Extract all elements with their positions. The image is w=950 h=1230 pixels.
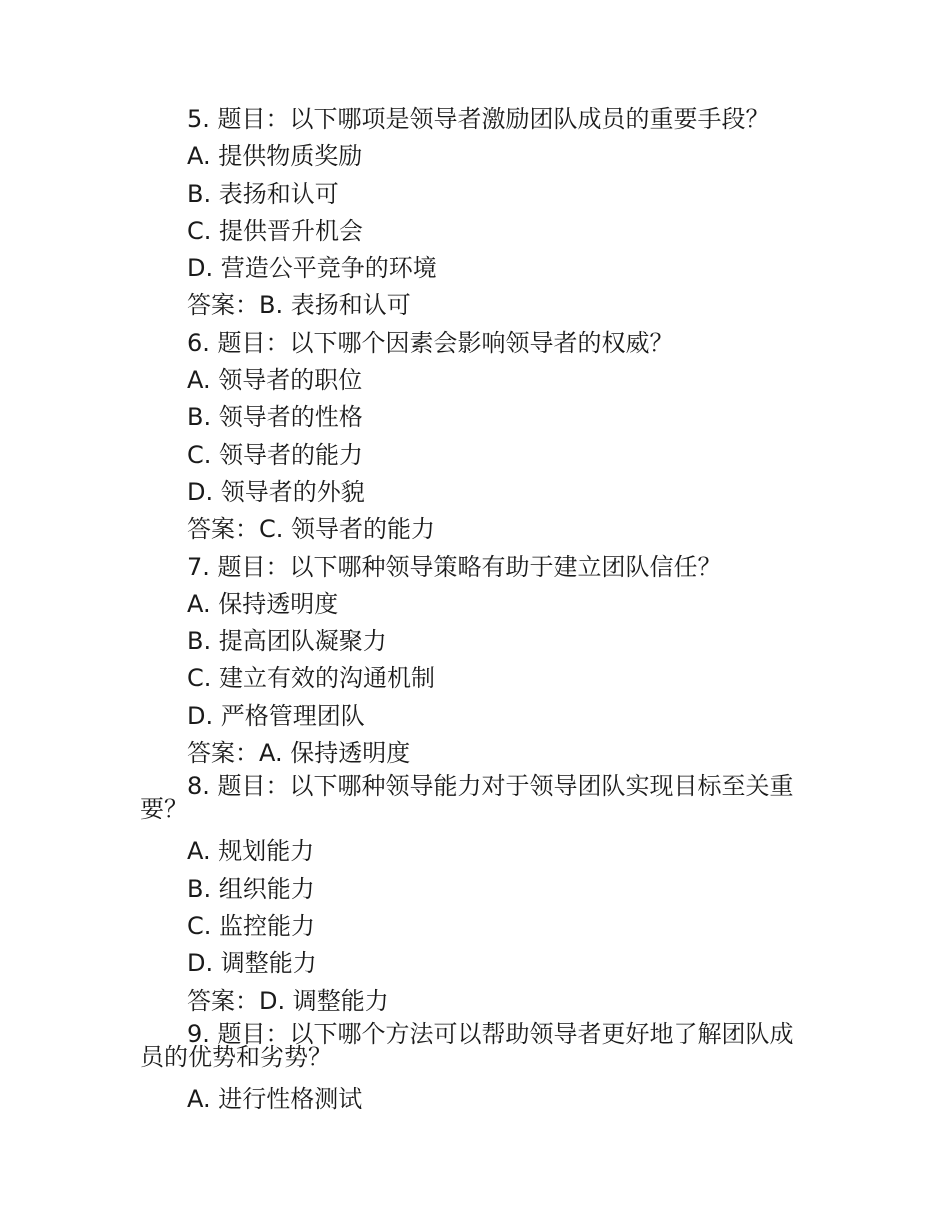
question-5: 5. 题目：以下哪项是领导者激励团队成员的重要手段？ — [187, 105, 770, 133]
question-6-option-a: A. 领导者的职位 — [187, 366, 363, 395]
question-7-option-b: B. 提高团队凝聚力 — [187, 627, 387, 656]
question-9: 9. 题目：以下哪个方法可以帮助领导者更好地了解团队成员的优势和劣势？ — [140, 1019, 794, 1071]
question-5-option-d: D. 营造公平竞争的环境 — [187, 254, 437, 283]
question-8-answer: 答案：D. 调整能力 — [187, 986, 389, 1015]
question-7-option-d: D. 严格管理团队 — [187, 701, 365, 730]
question-6: 6. 题目：以下哪个因素会影响领导者的权威？ — [187, 328, 674, 357]
question-5-answer: 答案：B. 表扬和认可 — [187, 291, 411, 320]
question-8-option-c: C. 监控能力 — [187, 911, 316, 940]
question-5-option-a: A. 提供物质奖励 — [187, 142, 363, 171]
question-7: 7. 题目：以下哪种领导策略有助于建立团队信任？ — [187, 552, 722, 581]
question-7-option-c: C. 建立有效的沟通机制 — [187, 664, 436, 693]
question-8-option-b: B. 组织能力 — [187, 874, 315, 903]
question-6-option-c: C. 领导者的能力 — [187, 440, 364, 469]
question-8-option-d: D. 调整能力 — [187, 949, 317, 978]
question-6-answer: 答案：C. 领导者的能力 — [187, 515, 436, 544]
question-7-option-a: A. 保持透明度 — [187, 589, 339, 618]
question-7-answer: 答案：A. 保持透明度 — [187, 739, 411, 768]
question-6-option-b: B. 领导者的性格 — [187, 403, 363, 432]
question-5-option-c: C. 提供晋升机会 — [187, 216, 364, 245]
question-8: 8. 题目：以下哪种领导能力对于领导团队实现目标至关重要？ — [140, 772, 794, 824]
quiz-content — [140, 101, 815, 1118]
question-5-option-b: B. 表扬和认可 — [187, 179, 339, 208]
question-8-option-a: A. 规划能力 — [187, 837, 315, 866]
question-9-option-a: A. 进行性格测试 — [187, 1084, 363, 1113]
question-6-option-d: D. 领导者的外貌 — [187, 477, 365, 506]
